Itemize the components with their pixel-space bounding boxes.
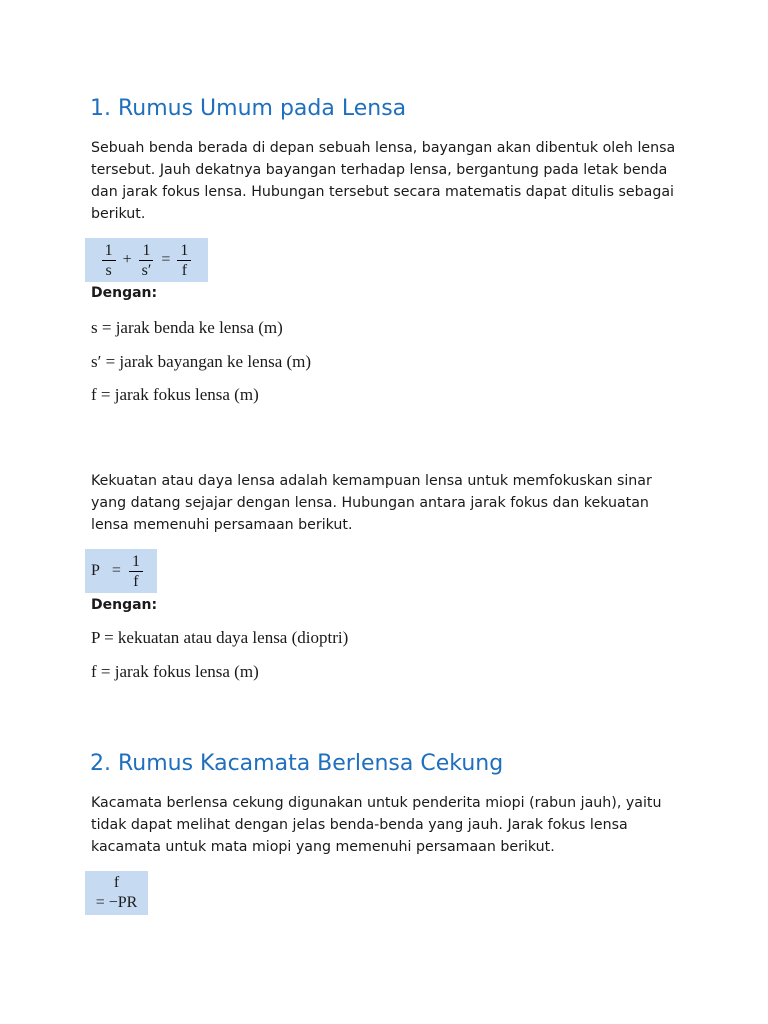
paragraph-line: Kacamata berlensa cekung digunakan untuk penderita miopi (rabun jauh), yaitu bbox=[91, 795, 662, 811]
fraction-1-over-s bbox=[100, 241, 118, 280]
section-2-heading: 2. Rumus Kacamata Berlensa Cekung bbox=[90, 751, 504, 776]
lens-power-paragraph bbox=[91, 470, 691, 536]
fraction-numerator: 1 bbox=[129, 552, 143, 572]
definition-s: s = jarak benda ke lensa (m) bbox=[91, 318, 283, 337]
fraction-1-over-f bbox=[175, 241, 193, 280]
paragraph-line: kacamata untuk mata miopi yang memenuhi persamaan berikut. bbox=[91, 839, 555, 855]
plus-sign: + bbox=[122, 251, 132, 268]
formula-line-1: f bbox=[113, 874, 120, 891]
definition-s-prime: s′ = jarak bayangan ke lensa (m) bbox=[91, 352, 312, 371]
section-2-paragraph bbox=[91, 792, 691, 858]
lens-formula bbox=[85, 238, 208, 282]
concave-glasses-formula bbox=[85, 871, 148, 915]
fraction-denominator: s bbox=[105, 261, 112, 279]
paragraph-line: berikut. bbox=[91, 206, 146, 222]
definition-f: f = jarak fokus lensa (m) bbox=[91, 385, 259, 404]
fraction-numerator: 1 bbox=[102, 241, 116, 261]
definition-p: P = kekuatan atau daya lensa (dioptri) bbox=[91, 628, 349, 647]
fraction-denominator: f bbox=[181, 261, 188, 279]
paragraph-line: tersebut. Jauh dekatnya bayangan terhadap lensa, bergantung pada letak benda bbox=[91, 162, 668, 178]
fraction-denominator: f bbox=[133, 572, 139, 590]
dengan-label: Dengan: bbox=[91, 285, 158, 301]
definition-f: f = jarak fokus lensa (m) bbox=[91, 662, 259, 681]
paragraph-line: Kekuatan atau daya lensa adalah kemampuan lensa untuk memfokuskan sinar bbox=[91, 473, 652, 489]
paragraph-line: Sebuah benda berada di depan sebuah lensa, bayangan akan dibentuk oleh lensa bbox=[91, 140, 676, 156]
fraction-1-over-f bbox=[127, 552, 145, 591]
power-symbol: P bbox=[91, 562, 100, 579]
lens-power-formula bbox=[85, 549, 157, 593]
paragraph-line: tidak dapat melihat dengan jelas benda-benda yang jauh. Jarak fokus lensa bbox=[91, 817, 628, 833]
equals-sign: = bbox=[111, 562, 121, 579]
fraction-denominator: s′ bbox=[141, 261, 152, 279]
equals-sign: = bbox=[161, 251, 171, 268]
fraction-numerator: 1 bbox=[177, 241, 191, 261]
fraction-numerator: 1 bbox=[139, 241, 153, 261]
section-1-heading: 1. Rumus Umum pada Lensa bbox=[90, 96, 407, 121]
paragraph-line: lensa memenuhi persamaan berikut. bbox=[91, 517, 353, 533]
formula-line-2: = −PR bbox=[95, 894, 138, 911]
paragraph-line: yang datang sejajar dengan lensa. Hubungan antara jarak fokus dan kekuatan bbox=[91, 495, 649, 511]
section-1-paragraph bbox=[91, 137, 691, 225]
paragraph-line: dan jarak fokus lensa. Hubungan tersebut secara matematis dapat ditulis sebagai bbox=[91, 184, 674, 200]
fraction-1-over-s-prime bbox=[137, 241, 157, 280]
dengan-label: Dengan: bbox=[91, 597, 158, 613]
